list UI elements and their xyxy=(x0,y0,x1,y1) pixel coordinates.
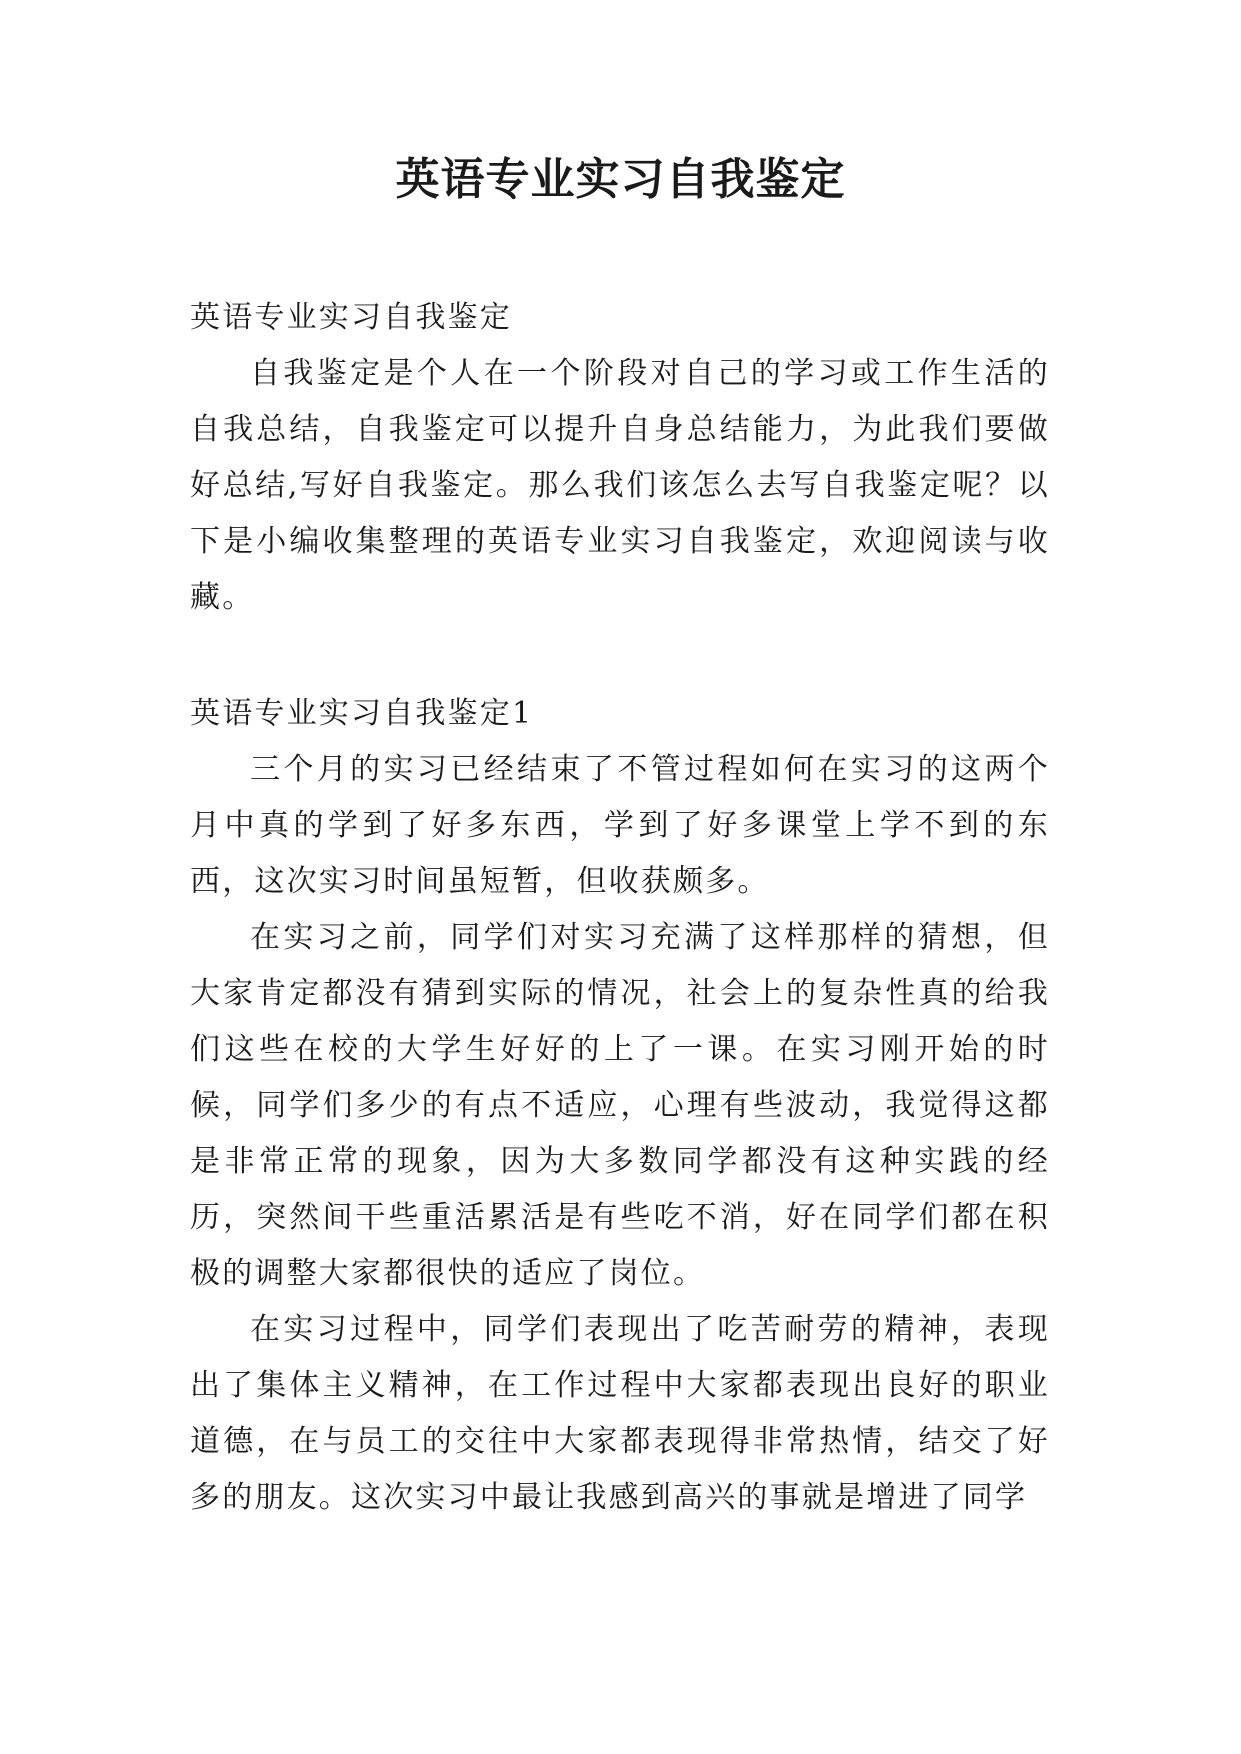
section-heading: 英语专业实习自我鉴定 xyxy=(190,300,512,335)
document-title: 英语专业实习自我鉴定 xyxy=(395,154,846,205)
section-heading: 英语专业实习自我鉴定1 xyxy=(190,696,534,731)
document-body xyxy=(190,290,1050,1526)
paragraph: 三个月的实习已经结束了不管过程如何在实习的这两个月中真的学到了好多东西，学到了好多课堂上学不到的东西，这次实习时间虽短暂，但收获颇多。 xyxy=(190,752,1050,899)
paragraph: 在实习之前，同学们对实习充满了这样那样的猜想，但大家肯定都没有猜到实际的情况，社会上的复杂性真的给我们这些在校的大学生好好的上了一课。在实习刚开始的时候，同学们多少的有点不适应，心理有些波动，我觉得这都是非常正常的现象，因为大多数同学都没有这种实践的经历，突然间干些重活累活是有些吃不消，好在同学们都在积极的调整大家都很快的适应了岗位。 xyxy=(190,920,1050,1291)
section-spacer xyxy=(190,626,1050,686)
paragraph: 在实习过程中，同学们表现出了吃苦耐劳的精神，表现出了集体主义精神，在工作过程中大家都表现出良好的职业道德，在与员工的交往中大家都表现得非常热情，结交了好多的朋友。这次实习中最让我感到高兴的事就是增进了同学 xyxy=(190,1312,1050,1515)
section-1 xyxy=(190,686,1050,1526)
paragraph: 自我鉴定是个人在一个阶段对自己的学习或工作生活的自我总结，自我鉴定可以提升自身总结能力，为此我们要做好总结,写好自我鉴定。那么我们该怎么去写自我鉴定呢？以下是小编收集整理的英语专业实习自我鉴定，欢迎阅读与收藏。 xyxy=(190,356,1050,615)
section-intro xyxy=(190,290,1050,626)
